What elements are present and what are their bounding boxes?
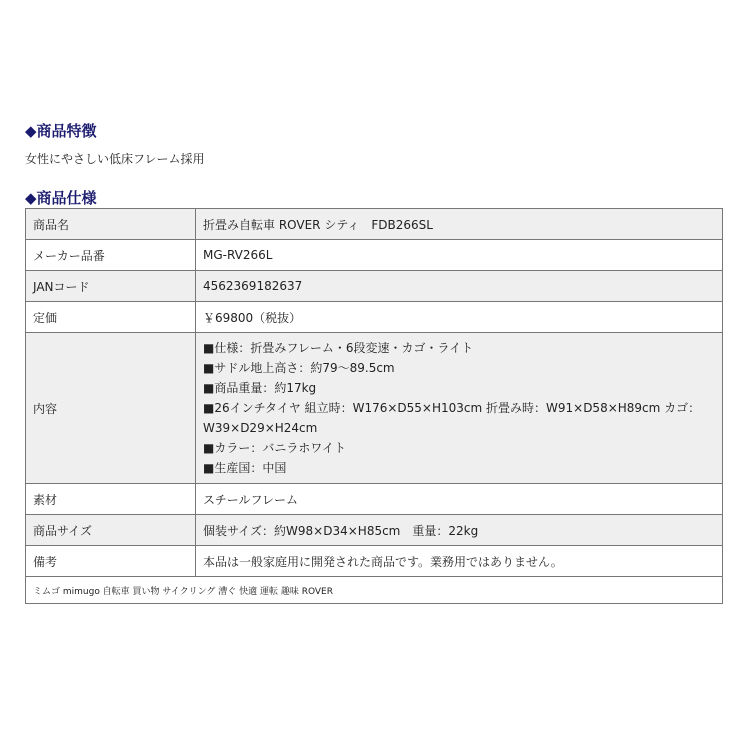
- table-row: [26, 577, 723, 604]
- content-line: ■サドル地上高さ：約79～89.5cm: [203, 361, 395, 375]
- row-value: 折畳み自転車 ROVER シティ FDB266SL: [196, 209, 723, 240]
- row-label: メーカー品番: [26, 240, 196, 271]
- features-heading: ◆商品特徴: [25, 122, 97, 140]
- row-value: 4562369182637: [196, 271, 723, 302]
- row-value: ￥69800（税抜）: [196, 302, 723, 333]
- table-row: [26, 333, 723, 484]
- table-row: [26, 515, 723, 546]
- keywords: ミムゴ mimugo 自転車 買い物 サイクリング 漕ぐ 快適 運転 趣味 ROVER: [26, 577, 723, 604]
- row-value: 個装サイズ：約W98×D34×H85cm 重量：22kg: [196, 515, 723, 546]
- table-row: [26, 240, 723, 271]
- table-row: [26, 484, 723, 515]
- specs-heading: ◆商品仕様: [25, 189, 97, 207]
- table-row: [26, 271, 723, 302]
- row-label: 内容: [26, 333, 196, 484]
- content-line: ■26インチタイヤ 組立時：W176×D55×H103cm 折畳み時：W91×D58×H89cm カゴ：W39×D29×H24cm: [203, 401, 701, 435]
- row-value: MG-RV266L: [196, 240, 723, 271]
- row-label: 定価: [26, 302, 196, 333]
- row-label: 商品名: [26, 209, 196, 240]
- content-line: ■カラー：バニラホワイト: [203, 441, 346, 455]
- content-line: ■仕様：折畳みフレーム・6段変速・カゴ・ライト: [203, 341, 474, 355]
- row-label: 備考: [26, 546, 196, 577]
- row-value: スチールフレーム: [196, 484, 723, 515]
- row-value-contents: [196, 333, 723, 484]
- row-label: 素材: [26, 484, 196, 515]
- table-row: [26, 546, 723, 577]
- content-line: ■商品重量：約17kg: [203, 381, 317, 395]
- row-label: 商品サイズ: [26, 515, 196, 546]
- content-line: ■生産国：中国: [203, 461, 287, 475]
- row-label: JANコード: [26, 271, 196, 302]
- row-value: 本品は一般家庭用に開発された商品です。業務用ではありません。: [196, 546, 723, 577]
- specs-table: [25, 208, 723, 604]
- table-row: [26, 302, 723, 333]
- features-text: 女性にやさしい低床フレーム採用: [25, 152, 205, 166]
- table-row: [26, 209, 723, 240]
